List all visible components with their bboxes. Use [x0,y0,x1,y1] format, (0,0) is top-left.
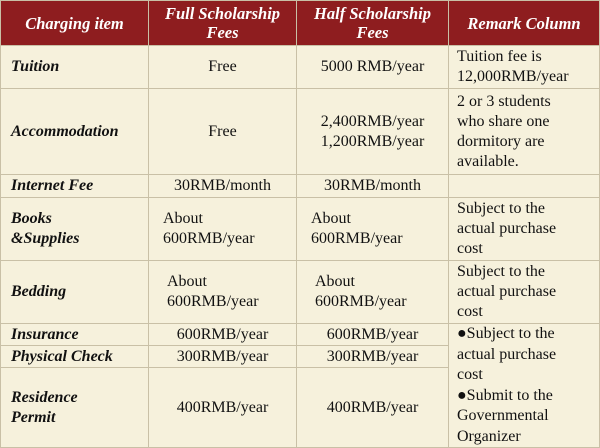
remark-books-line-1: Subject to the [457,200,545,217]
full-fee-internet: 30RMB/month [149,175,297,198]
full-fee-residence-permit: 400RMB/year [149,368,297,448]
item-accommodation: Accommodation [1,89,149,175]
remark-accommodation-line-3: dormitory are [457,132,545,150]
half-fee-tuition: 5000 RMB/year [297,46,449,89]
table-row-tuition [1,46,600,89]
item-bedding: Bedding [1,261,149,324]
item-residence-line-1: Residence [11,388,78,406]
half-fee-books-line-2: 600RMB/year [311,230,403,247]
item-residence-permit [1,368,149,448]
half-fee-accommodation-line-2: 1,200RMB/year [320,132,425,150]
header-half-line-2: Fees [356,23,389,42]
half-fee-internet: 30RMB/month [297,175,449,198]
full-fee-books-line-1: About [163,210,203,227]
header-full-line-2: Fees [206,23,239,42]
item-books-line-1: Books [11,210,52,227]
half-fee-physical-check: 300RMB/year [297,346,449,368]
full-fee-books [149,198,297,261]
remark-shared-line-3: cost [457,366,483,383]
full-fee-accommodation: Free [149,89,297,175]
half-fee-accommodation-line-1: 2,400RMB/year [320,112,425,130]
item-internet-fee: Internet Fee [1,175,149,198]
remark-shared-line-5: Governmental [457,407,549,424]
header-full-line-1: Full Scholarship [164,4,281,23]
remark-accommodation-line-2: who share one [457,112,550,130]
header-charging-item: Charging item [1,1,149,46]
remark-accommodation-line-4: available. [457,152,519,170]
remark-tuition-line-2: 12,000RMB/year [457,68,569,85]
full-fee-bedding-line-1: About [167,273,207,290]
item-books-line-2: &Supplies [11,230,80,247]
half-fee-books-line-1: About [311,210,351,227]
half-fee-insurance: 600RMB/year [297,324,449,346]
full-fee-insurance: 600RMB/year [149,324,297,346]
header-row [1,1,600,46]
half-fee-books [297,198,449,261]
table-row-internet [1,175,600,198]
item-books-supplies [1,198,149,261]
remark-bedding [449,261,600,324]
remark-shared-line-2: actual purchase [457,345,557,363]
full-fee-books-line-2: 600RMB/year [163,230,255,247]
remark-bedding-line-3: cost [457,303,483,320]
remark-bedding-line-1: Subject to the [457,263,545,280]
full-fee-tuition: Free [149,46,297,89]
table-row-accommodation [1,89,600,175]
item-physical-check: Physical Check [1,346,149,368]
remark-tuition [449,46,600,89]
remark-shared-line-1: ●Subject to the [457,325,555,342]
half-fee-bedding-line-1: About [315,273,355,290]
header-remark-column: Remark Column [449,1,600,46]
full-fee-bedding-line-2: 600RMB/year [167,293,259,310]
item-tuition: Tuition [1,46,149,89]
half-fee-bedding-line-2: 600RMB/year [315,293,407,310]
half-fee-residence-permit: 400RMB/year [297,368,449,448]
remark-books-line-3: cost [457,240,483,257]
full-fee-physical-check: 300RMB/year [149,346,297,368]
table-row-books [1,198,600,261]
remark-accommodation-line-1: 2 or 3 students [457,92,551,110]
remark-books-line-2: actual purchase [457,220,557,237]
full-fee-bedding [149,261,297,324]
header-half-scholarship [297,1,449,46]
remark-books [449,198,600,261]
table-row-insurance [1,324,600,346]
half-fee-bedding [297,261,449,324]
header-full-scholarship [149,1,297,46]
remark-shared-line-6: Organizer [457,427,521,445]
item-insurance: Insurance [1,324,149,346]
table-row-bedding [1,261,600,324]
item-residence-line-2: Permit [11,408,56,426]
half-fee-accommodation [297,89,449,175]
remark-shared [449,324,600,448]
remark-shared-line-4: ●Submit to the [457,386,553,404]
remark-accommodation [449,89,600,175]
remark-tuition-line-1: Tuition fee is [457,48,542,65]
remark-bedding-line-2: actual purchase [457,283,557,300]
header-half-line-1: Half Scholarship [314,4,431,23]
remark-internet [449,175,600,198]
